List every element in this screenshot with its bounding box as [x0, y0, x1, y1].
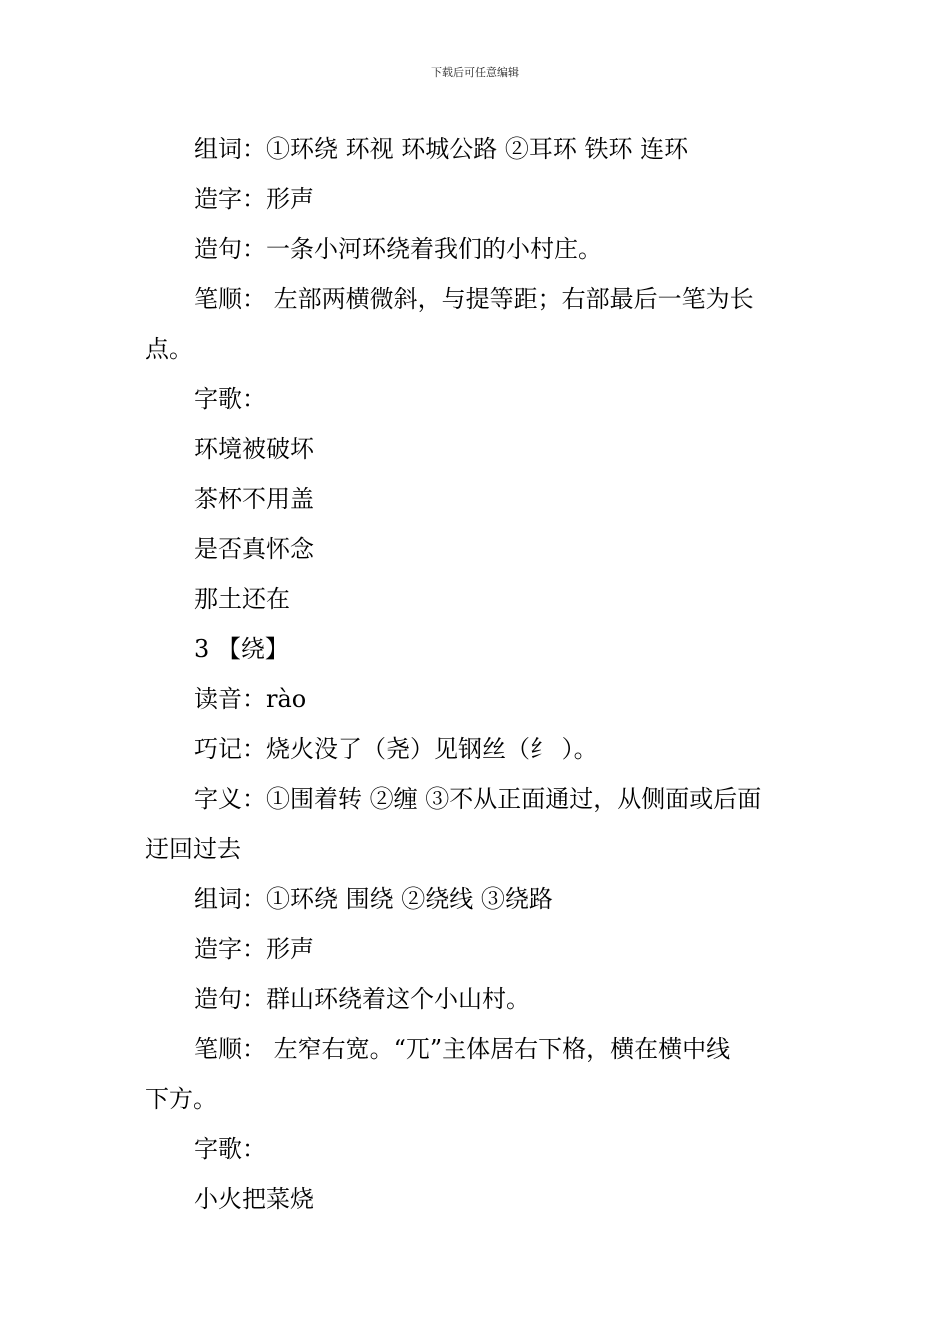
- text-line: 巧记：烧火没了（尧）见钢丝（纟 ）。: [194, 735, 598, 763]
- text-line: 读音：rào: [194, 685, 307, 713]
- text-line: 迂回过去: [145, 835, 241, 863]
- document-body: [145, 124, 810, 1224]
- text-line: 是否真怀念: [194, 535, 314, 563]
- text-line: 笔顺： 左部两横微斜，与提等距；右部最后一笔为长: [194, 285, 754, 313]
- section-heading: 3 【绕】: [194, 635, 289, 663]
- text-line: 组词：①环绕 围绕 ②绕线 ③绕路: [194, 885, 553, 913]
- text-line: 那土还在: [194, 585, 290, 613]
- text-line: 字歌：: [194, 1135, 266, 1163]
- text-line: 茶杯不用盖: [194, 485, 314, 513]
- text-line: 组词：①环绕 环视 环城公路 ②耳环 铁环 连环: [194, 135, 689, 163]
- page-header: 下载后可任意编辑: [431, 66, 519, 79]
- text-line: 小火把菜烧: [194, 1185, 314, 1213]
- text-line: 造字：形声: [194, 935, 314, 963]
- text-line: 字义：①围着转 ②缠 ③不从正面通过，从侧面或后面: [194, 785, 762, 813]
- text-line: 下方。: [145, 1085, 217, 1113]
- text-line: 造句：群山环绕着这个小山村。: [194, 985, 530, 1013]
- text-line: 点。: [145, 335, 193, 363]
- text-line: 环境被破坏: [194, 435, 314, 463]
- text-line: 造字：形声: [194, 185, 314, 213]
- text-line: 笔顺： 左窄右宽。“兀”主体居右下格，横在横中线: [194, 1035, 731, 1063]
- text-line: 造句：一条小河环绕着我们的小村庄。: [194, 235, 602, 263]
- text-line: 字歌：: [194, 385, 266, 413]
